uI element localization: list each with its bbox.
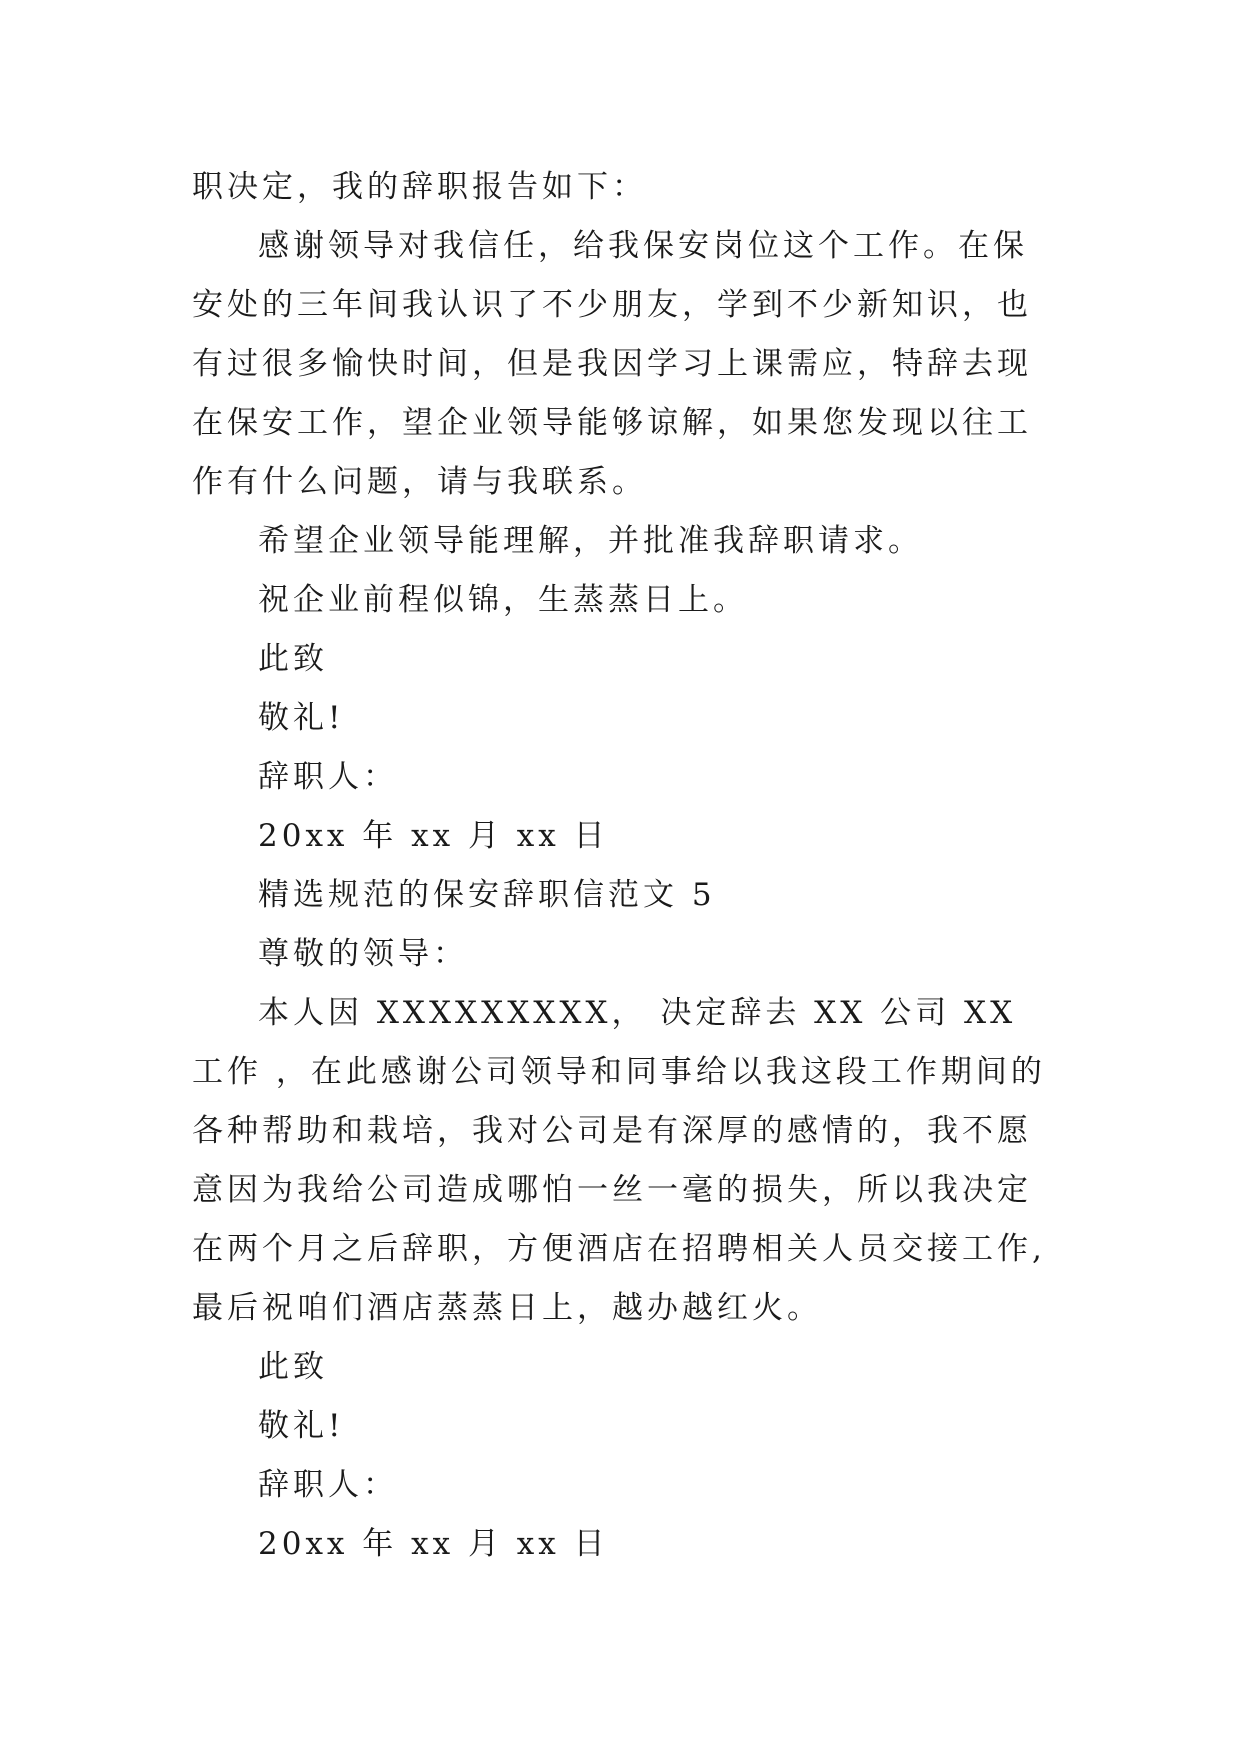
closing-cizhi: 此致 [258, 641, 328, 677]
paragraph-body: 本人因 XXXXXXXXX， 决定辞去 XX 公司 XX 工作 ，在此感谢公司领导和同事给以我这段工作期间的各种帮助和栽培，我对公司是有深厚的感情的，我不愿意因为我给公司造成哪怕一丝一毫的损失，所以我决定在两个月之后辞职，方便酒店在招聘相关人员交接工作,最后祝咱们酒店蒸蒸日上，越办越红火。 [192, 995, 1046, 1326]
paragraph-wish: 祝企业前程似锦，生蒸蒸日上。 [258, 582, 748, 618]
signature-label-2: 辞职人： [258, 1467, 398, 1503]
signature-label: 辞职人： [258, 759, 398, 795]
paragraph-opening-continuation: 职决定，我的辞职报告如下： [192, 169, 647, 205]
closing-jingli-2: 敬礼! [258, 1408, 345, 1444]
document-body [192, 158, 1062, 1574]
signature-date-2: 20xx 年 xx 月 xx 日 [258, 1526, 609, 1562]
paragraph-request: 希望企业领导能理解，并批准我辞职请求。 [258, 523, 923, 559]
closing-jingli: 敬礼! [258, 700, 345, 736]
section-title: 精选规范的保安辞职信范文 5 [258, 877, 716, 913]
salutation: 尊敬的领导： [258, 936, 468, 972]
signature-date: 20xx 年 xx 月 xx 日 [258, 818, 609, 854]
closing-cizhi-2: 此致 [258, 1349, 328, 1385]
paragraph-thanks: 感谢领导对我信任，给我保安岗位这个工作。在保安处的三年间我认识了不少朋友，学到不少新知识，也有过很多愉快时间，但是我因学习上课需应，特辞去现在保安工作，望企业领导能够谅解，如果您发现以往工作有什么问题，请与我联系。 [192, 228, 1032, 500]
